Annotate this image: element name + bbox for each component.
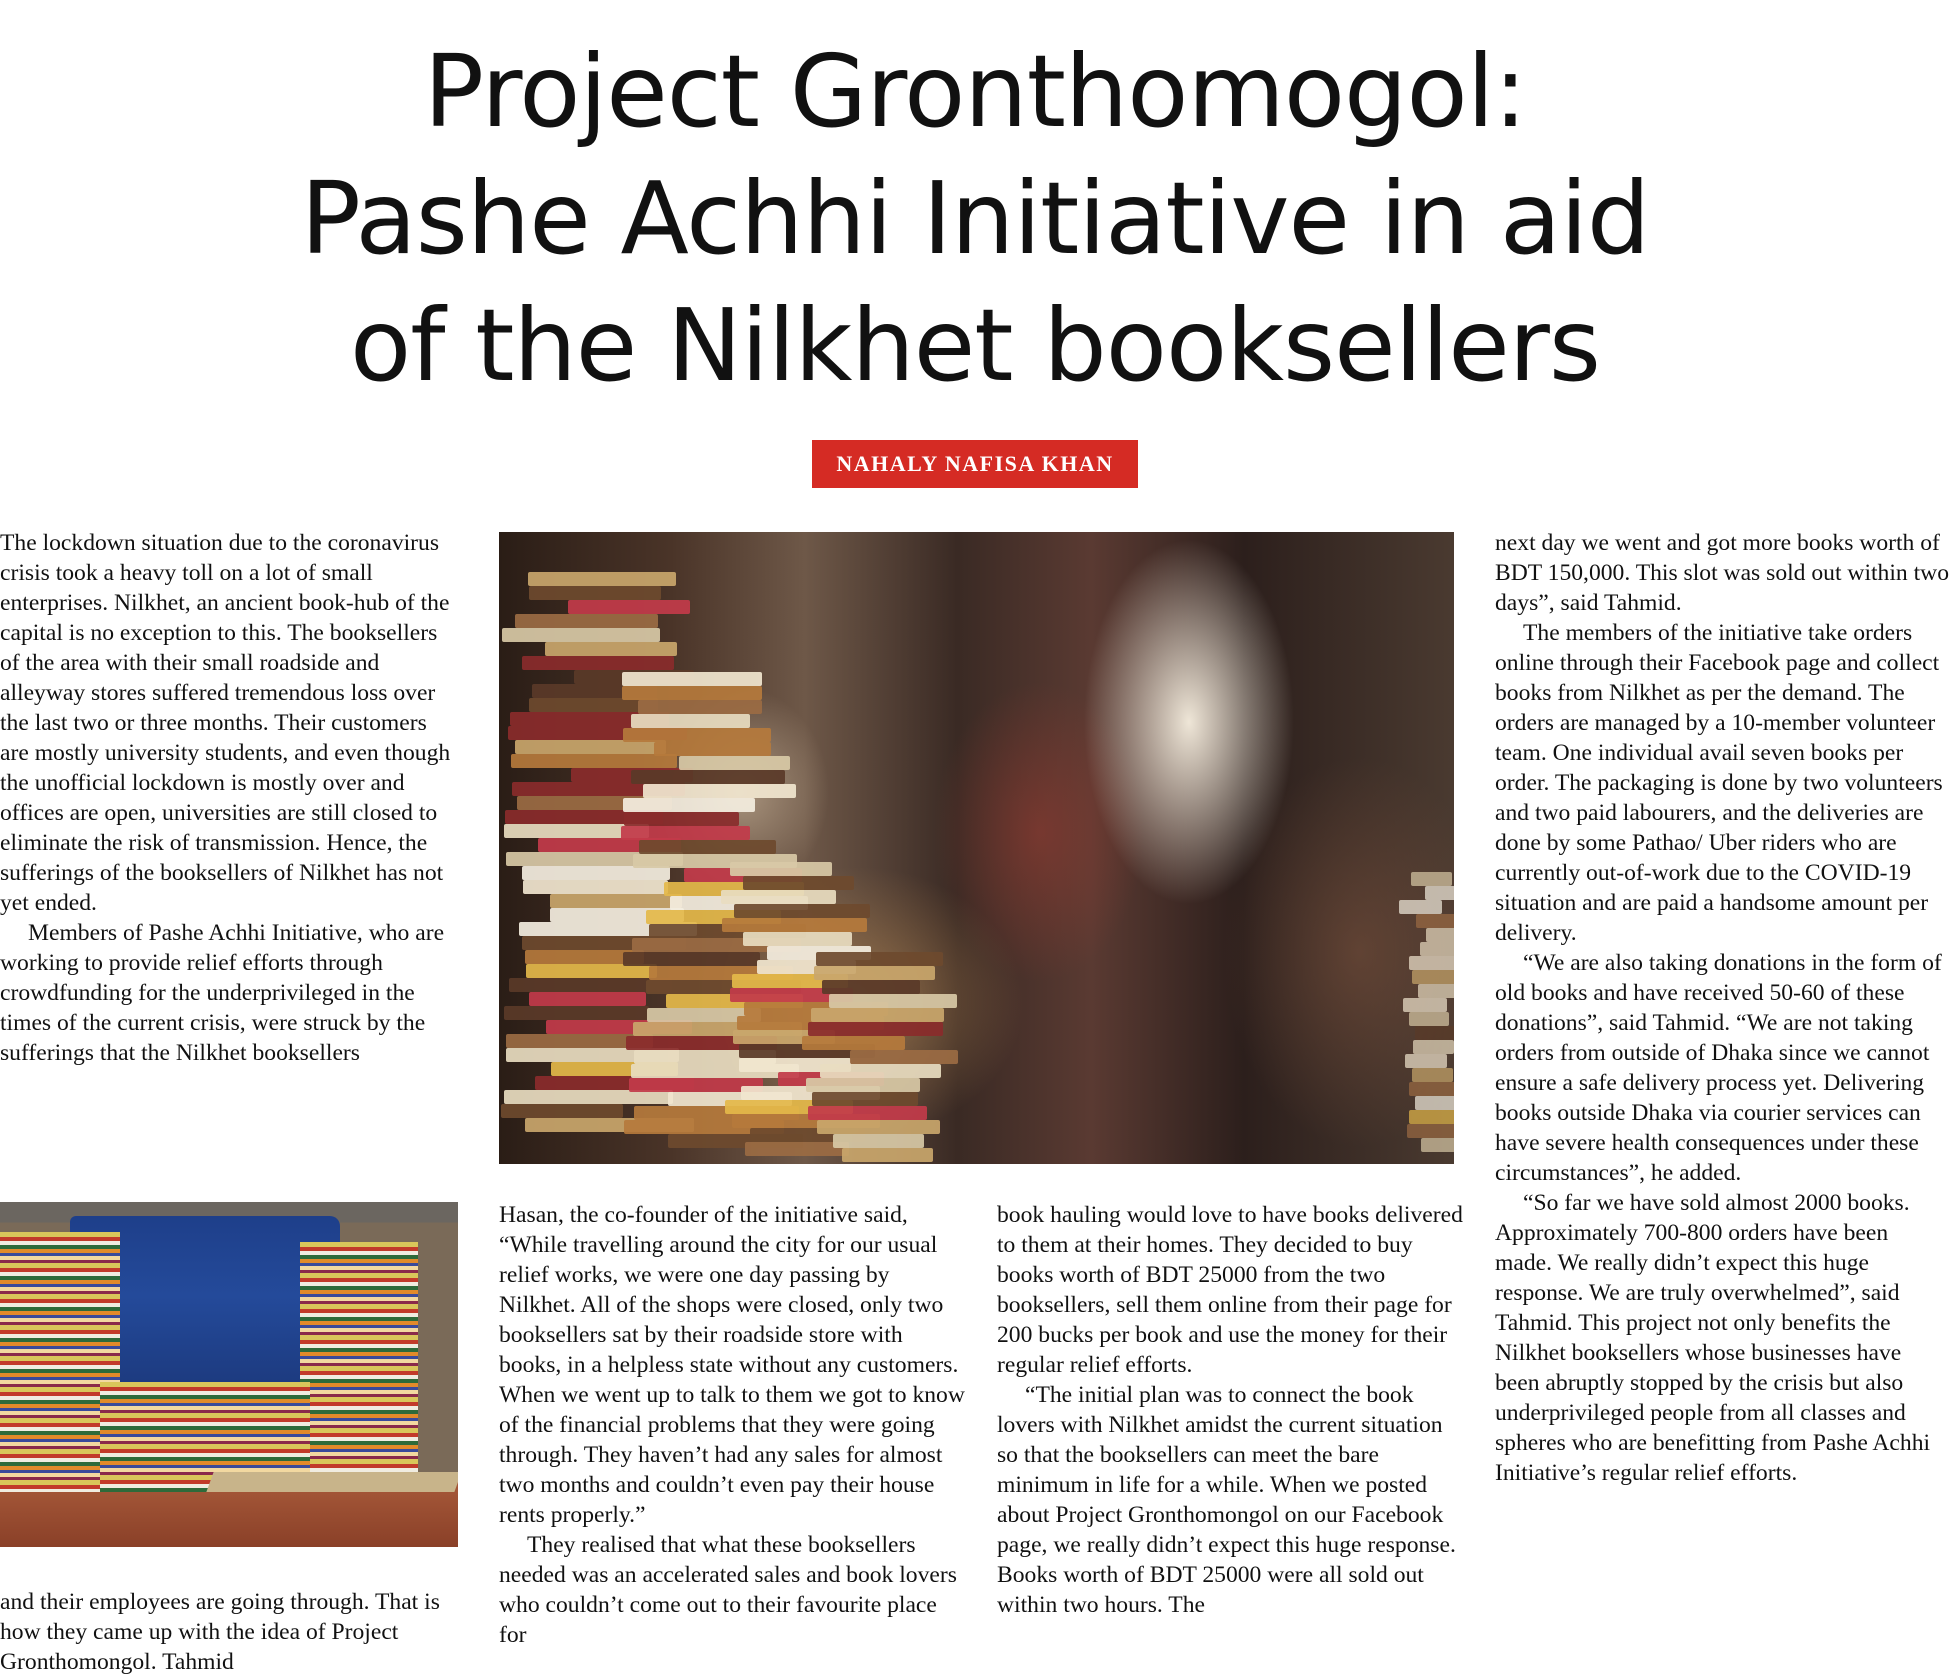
book — [1411, 872, 1452, 886]
book — [522, 866, 670, 880]
book — [643, 784, 796, 798]
book — [802, 1036, 905, 1050]
headline-line-1: Project Gronthomogol: — [423, 33, 1527, 150]
book — [734, 904, 870, 918]
book — [545, 642, 677, 656]
bench — [206, 1472, 458, 1492]
book — [730, 862, 832, 876]
paragraph-5: They realised that what these booksellers needed was an accelerated sales and book lovers who couldn’t come out to their favourite place for — [499, 1532, 957, 1648]
book — [1409, 1082, 1454, 1096]
book — [515, 614, 658, 628]
column-2 — [499, 1200, 969, 1650]
book — [621, 826, 750, 840]
book — [1407, 1124, 1454, 1138]
paragraph-8: next day we went and got more books worth of BDT 150,000. This slot was sold out within two days”, said Tahmid. — [1495, 530, 1949, 616]
book — [623, 798, 755, 812]
book — [622, 672, 762, 686]
book — [550, 894, 682, 908]
book — [1415, 1096, 1454, 1110]
book — [817, 1120, 940, 1134]
book — [814, 966, 935, 980]
book — [1420, 942, 1454, 956]
column-4 — [1495, 528, 1950, 1488]
paragraph-11: “So far we have sold almost 2000 books. Approximately 700-800 orders have been made. We really didn’t expect this huge response. We are truly overwhelmed”, said Tahmid. This project not only benefits the Nilkhet booksellers whose businesses have been abruptly stopped by the crisis but also underprivileged people from all classes and spheres who are benefitting from Pashe Achhi Initiative’s regular relief efforts. — [1495, 1190, 1931, 1486]
book — [1409, 956, 1454, 970]
book — [624, 812, 739, 826]
book — [820, 1064, 941, 1078]
book — [850, 1050, 958, 1064]
book — [743, 876, 854, 890]
book — [1405, 1054, 1447, 1068]
book — [743, 932, 852, 946]
paragraph-9: The members of the initiative take orders online through their Facebook page and collect books from Nilkhet as per the demand. The orders are managed by a 10-member volunteer team. One individual avail seven books per order. The packaging is done by two volunteers and two paid labourers, and the deliveries are done by some Pathao/ Uber riders who are currently out-of-work due to the COVID-19 situation and are paid a handsome amount per delivery. — [1495, 620, 1943, 946]
book — [515, 740, 666, 754]
book — [504, 1090, 673, 1104]
book — [1409, 1110, 1454, 1124]
book — [822, 980, 920, 994]
bookstall-photo — [0, 1202, 458, 1547]
book — [638, 700, 762, 714]
paragraph-4: Hasan, the co-founder of the initiative said, “While travelling around the city for our usual relief works, we were one day passing by Nilkhet. All of the shops were closed, only two booksellers sat by their roadside store with books, in a helpless state without any customers. When we went up to talk to them we got to know of the financial problems that they were going through. They haven’t had any sales for almost two months and couldn’t even pay their house rents properly.” — [499, 1202, 965, 1528]
book — [721, 890, 836, 904]
book — [808, 1106, 927, 1120]
book — [622, 686, 762, 700]
paragraph-2: Members of Pashe Achhi Initiative, who are working to provide relief efforts through crowdfunding for the underprivileged in the times of the current crisis, were struck by the sufferings that the Nilkhet booksellers — [0, 920, 445, 1066]
book — [511, 754, 677, 768]
book — [833, 1134, 924, 1148]
book — [529, 992, 646, 1006]
book — [816, 952, 943, 966]
book — [808, 1022, 943, 1036]
author-byline: NAHALY NAFISA KHAN — [812, 440, 1138, 488]
book — [829, 994, 957, 1008]
book — [1412, 970, 1454, 984]
headline-line-3: of the Nilkhet booksellers — [350, 287, 1600, 404]
book — [639, 840, 776, 854]
book — [1413, 1040, 1454, 1054]
paragraph-3: and their employees are going through. That is how they came up with the idea of Project Gronthomongol. Tahmid — [0, 1589, 440, 1675]
book — [1409, 1012, 1449, 1026]
book — [631, 714, 750, 728]
paragraph-1: The lockdown situation due to the coronavirus crisis took a heavy toll on a lot of small enterprises. Nilkhet, an ancient book-hub of the capital is no exception to this. The booksellers of the area with their small roadside and alleyway stores suffered tremendous loss over the last two or three months. Their customers are mostly university students, and even though the unofficial lockdown is mostly over and offices are open, universities are still closed to eliminate the risk of transmission. Hence, the sufferings of the booksellers of Nilkhet has not yet ended. — [0, 530, 451, 916]
book — [722, 918, 867, 932]
book — [1418, 984, 1454, 998]
book — [811, 1008, 944, 1022]
book — [529, 586, 661, 600]
book — [522, 656, 674, 670]
book — [842, 1148, 933, 1162]
paragraph-6: book hauling would love to have books delivered to them at their homes. They decided to buy books worth of BDT 25000 from the two booksellers, sell them online from their page for 200 bucks per book and use the money for their regular relief efforts. — [997, 1202, 1463, 1378]
book — [1403, 998, 1447, 1012]
book — [623, 728, 771, 742]
book — [528, 572, 676, 586]
book — [1399, 900, 1442, 914]
bookstore-photo — [499, 532, 1454, 1164]
book — [1412, 1068, 1453, 1082]
book — [568, 600, 690, 614]
book — [623, 952, 760, 966]
book — [504, 1006, 649, 1020]
book — [523, 880, 668, 894]
book — [1426, 928, 1454, 942]
book — [806, 1078, 920, 1092]
book — [526, 964, 657, 978]
book — [1425, 886, 1454, 900]
book — [812, 1092, 918, 1106]
book — [1415, 1026, 1454, 1040]
book — [631, 770, 785, 784]
paragraph-7: “The initial plan was to connect the book lovers with Nilkhet amidst the current situation so that the booksellers can meet the bare minimum in life for a while. When we posted about Project Gronthomongol on our Facebook page, we really didn’t expect this huge response. Books worth of BDT 25000 were all sold out within two hours. The — [997, 1382, 1456, 1618]
column-3 — [997, 1200, 1463, 1620]
paragraph-10: “We are also taking donations in the form of old books and have received 50-60 of these donations”, said Tahmid. “We are not taking orders from outside of Dhaka since we cannot ensure a safe delivery process yet. Delivering books outside Dhaka via courier services can have severe health consequences under these circumstances”, he added. — [1495, 950, 1942, 1186]
book — [679, 756, 790, 770]
book — [654, 742, 771, 756]
headline-line-2: Pashe Achhi Initiative in aid — [300, 160, 1650, 277]
column-1-bottom — [0, 1587, 460, 1677]
book — [1416, 914, 1454, 928]
book — [1421, 1138, 1454, 1152]
book — [501, 1104, 623, 1118]
book-pile-right — [300, 1242, 418, 1472]
book — [502, 628, 660, 642]
column-1-top — [0, 528, 460, 1068]
article-headline — [0, 28, 1950, 409]
